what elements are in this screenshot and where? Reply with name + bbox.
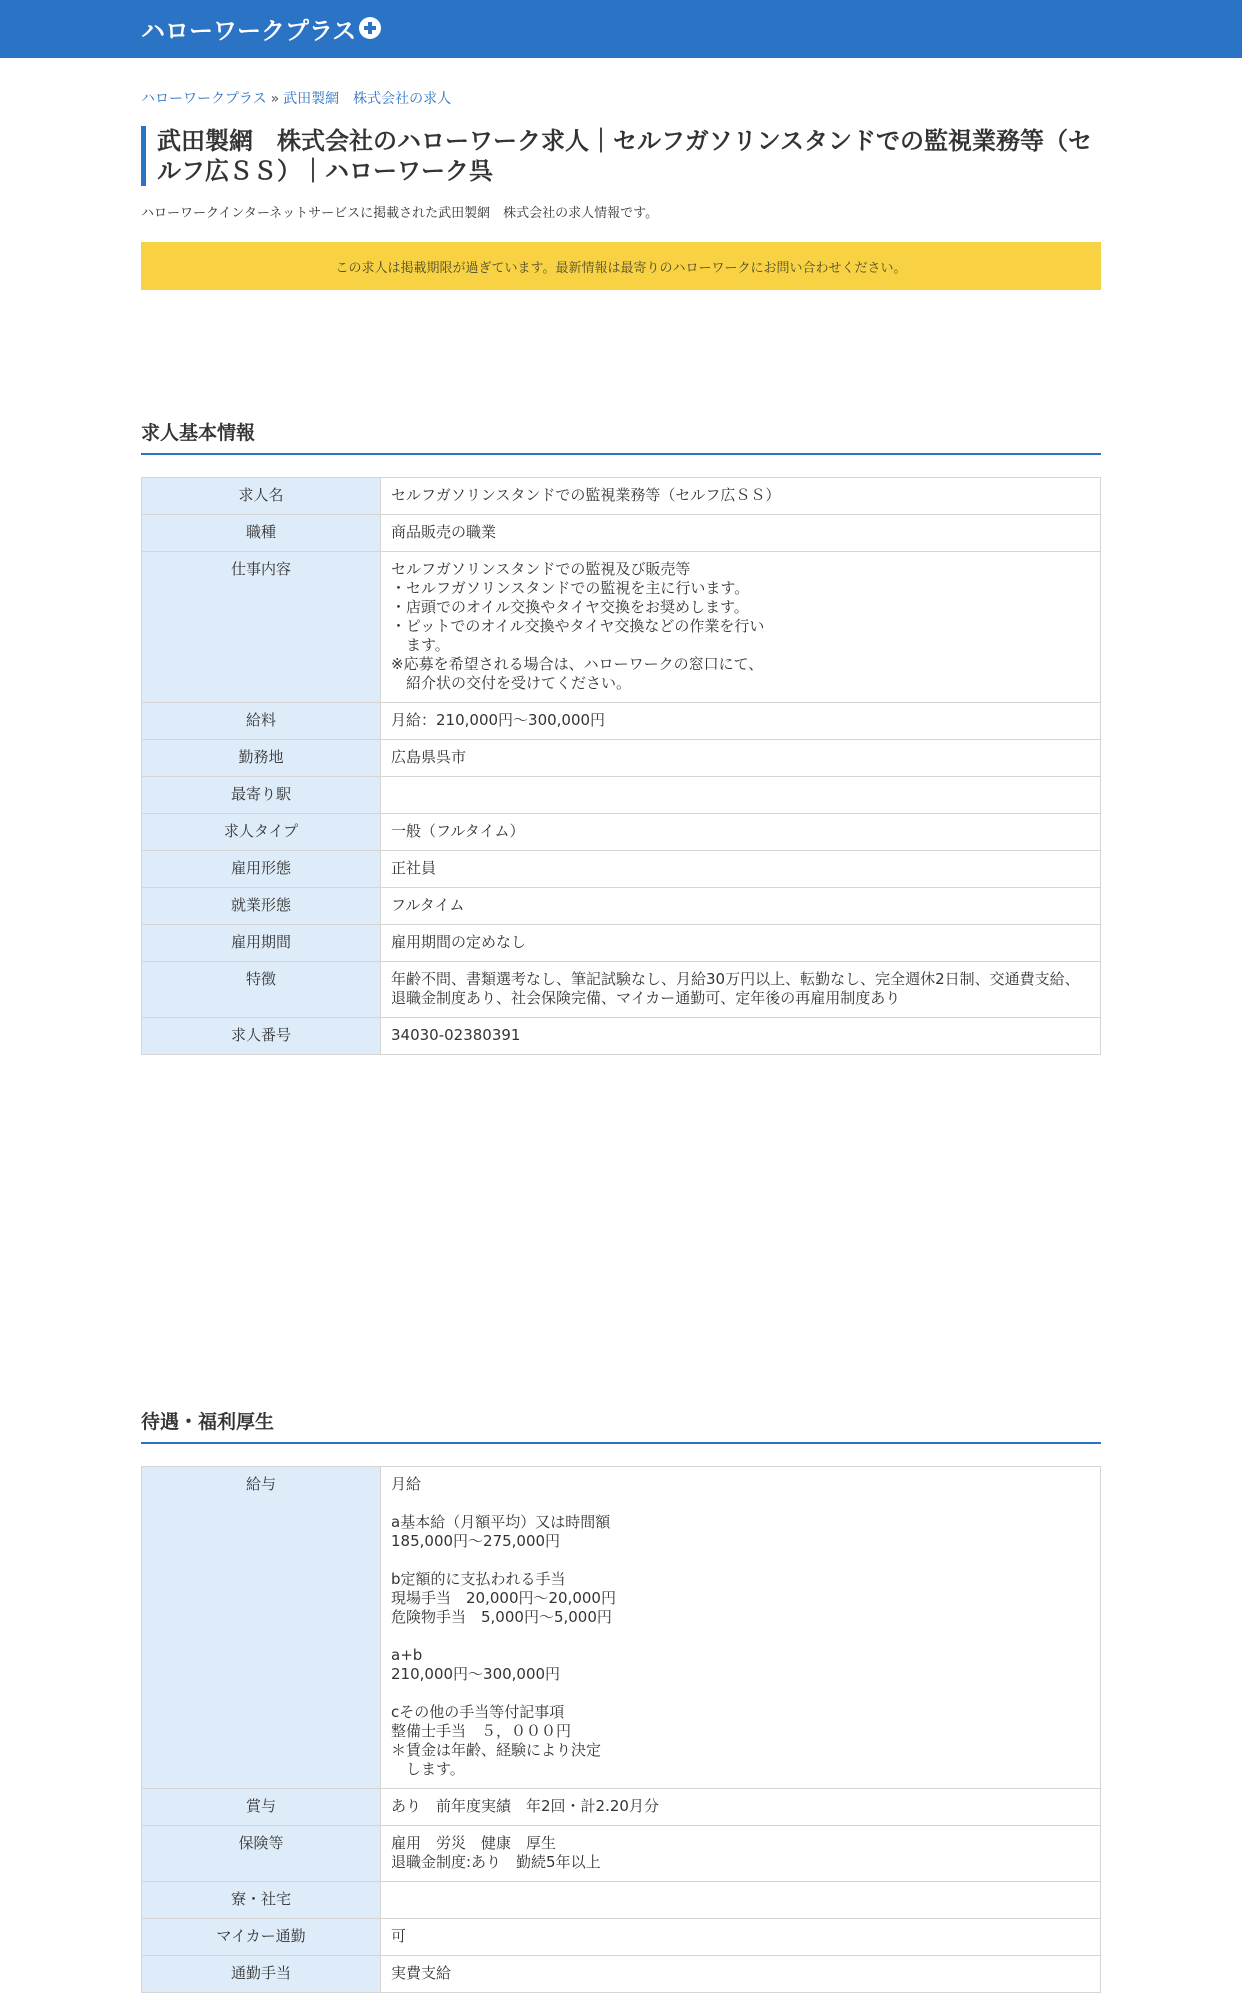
expired-notice	[141, 242, 1101, 290]
benefits-value: 実費支給	[381, 1956, 1101, 1993]
benefits-label: マイカー通勤	[142, 1919, 381, 1956]
benefits-label: 保険等	[142, 1826, 381, 1882]
basic-info-value: 正社員	[381, 851, 1101, 888]
page-intro: ハローワークインターネットサービスに掲載された武田製網 株式会社の求人情報です。	[141, 206, 659, 221]
basic-info-heading: 求人基本情報	[141, 413, 1101, 455]
basic-info-label: 求人タイプ	[142, 814, 381, 851]
benefits-value: あり 前年度実績 年2回・計2.20月分	[381, 1789, 1101, 1826]
benefits-value: 可	[381, 1919, 1101, 1956]
basic-info-row	[142, 777, 1101, 814]
basic-info-value: セルフガソリンスタンドでの監視業務等（セルフ広ＳＳ）	[381, 478, 1101, 515]
benefits-value: 雇用 労災 健康 厚生 退職金制度:あり 勤続5年以上	[381, 1826, 1101, 1882]
basic-info-value: 月給：210,000円～300,000円	[381, 703, 1101, 740]
basic-info-row	[142, 552, 1101, 703]
basic-info-value: 雇用期間の定めなし	[381, 925, 1101, 962]
basic-info-value	[381, 777, 1101, 814]
basic-info-value: セルフガソリンスタンドでの監視及び販売等 ・セルフガソリンスタンドでの監視を主に行います。 ・店頭でのオイル交換やタイヤ交換をお奨めします。 ・ピットでのオイル交換やタイヤ交換などの作業を行い ます。 ※応募を希望される場合は、ハローワークの窓口にて、 紹介状の交付を受けてください。	[381, 552, 1101, 703]
basic-info-row	[142, 740, 1101, 777]
basic-info-table	[141, 477, 1101, 1055]
basic-info-label: 仕事内容	[142, 552, 381, 703]
basic-info-label: 求人番号	[142, 1018, 381, 1055]
basic-info-label: 勤務地	[142, 740, 381, 777]
benefits-row	[142, 1919, 1101, 1956]
basic-info-row	[142, 703, 1101, 740]
benefits-heading: 待遇・福利厚生	[141, 1402, 1101, 1444]
basic-info-label: 給料	[142, 703, 381, 740]
basic-info-label: 雇用形態	[142, 851, 381, 888]
benefits-value	[381, 1882, 1101, 1919]
benefits-label: 寮・社宅	[142, 1882, 381, 1919]
basic-info-label: 就業形態	[142, 888, 381, 925]
benefits-row	[142, 1826, 1101, 1882]
breadcrumb-company-link[interactable]: 武田製網 株式会社の求人	[283, 91, 452, 107]
basic-info-label: 最寄り駅	[142, 777, 381, 814]
benefits-row	[142, 1882, 1101, 1919]
benefits-label: 通勤手当	[142, 1956, 381, 1993]
benefits-value: 月給 a基本給（月額平均）又は時間額 185,000円～275,000円 b定額的に支払われる手当 現場手当 20,000円～20,000円 危険物手当 5,000円～5,000円 a+b 210,000円～300,000円 cその他の手当等付記事項 整備士手当 ５，０００円 ＊賃金は年齢、経験により決定 します。	[381, 1467, 1101, 1789]
basic-info-value: 広島県呉市	[381, 740, 1101, 777]
expired-notice-text: この求人は掲載期限が過ぎています。最新情報は最寄りのハローワークにお問い合わせください。	[335, 260, 907, 276]
breadcrumb-home-link[interactable]: ハローワークプラス	[141, 91, 267, 107]
breadcrumb-separator: »	[270, 91, 280, 107]
basic-info-row	[142, 814, 1101, 851]
basic-info-row	[142, 478, 1101, 515]
benefits-label: 給与	[142, 1467, 381, 1789]
site-header	[0, 0, 1242, 58]
breadcrumb	[141, 88, 451, 108]
benefits-label: 賞与	[142, 1789, 381, 1826]
basic-info-value: 商品販売の職業	[381, 515, 1101, 552]
basic-info-label: 特徴	[142, 962, 381, 1018]
basic-info-row	[142, 925, 1101, 962]
basic-info-value: 34030-02380391	[381, 1018, 1101, 1055]
basic-info-label: 求人名	[142, 478, 381, 515]
page-title: 武田製網 株式会社のハローワーク求人｜セルフガソリンスタンドでの監視業務等（セルフ広ＳＳ）｜ハローワーク呉	[141, 126, 1105, 186]
plus-circle-icon	[359, 17, 381, 39]
basic-info-label: 職種	[142, 515, 381, 552]
basic-info-label: 雇用期間	[142, 925, 381, 962]
benefits-table	[141, 1466, 1101, 1993]
basic-info-row	[142, 515, 1101, 552]
benefits-row	[142, 1789, 1101, 1826]
basic-info-value: フルタイム	[381, 888, 1101, 925]
logo-text: ハローワークプラス	[141, 16, 357, 45]
basic-info-row	[142, 1018, 1101, 1055]
basic-info-row	[142, 962, 1101, 1018]
basic-info-row	[142, 888, 1101, 925]
basic-info-value: 一般（フルタイム）	[381, 814, 1101, 851]
basic-info-row	[142, 851, 1101, 888]
benefits-row	[142, 1956, 1101, 1993]
basic-info-value: 年齢不問、書類選考なし、筆記試験なし、月給30万円以上、転勤なし、完全週休2日制、交通費支給、退職金制度あり、社会保険完備、マイカー通勤可、定年後の再雇用制度あり	[381, 962, 1101, 1018]
benefits-row	[142, 1467, 1101, 1789]
site-logo-link[interactable]	[141, 8, 381, 48]
